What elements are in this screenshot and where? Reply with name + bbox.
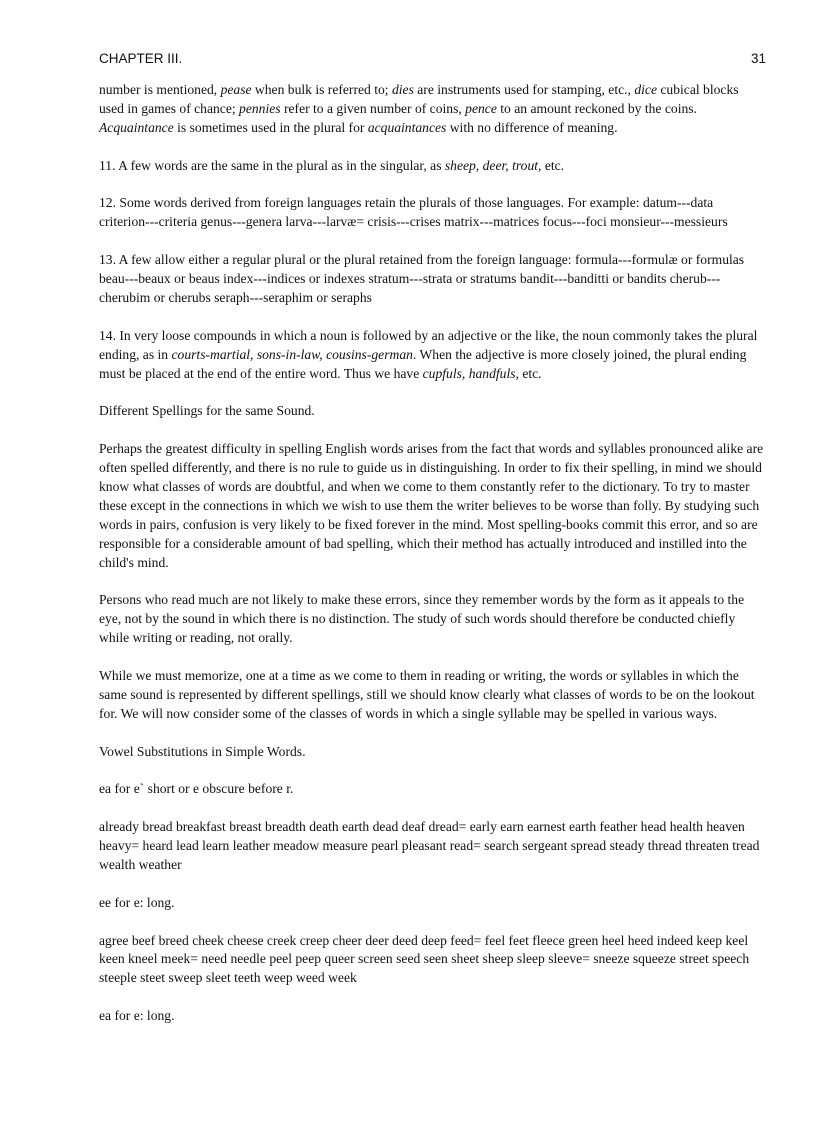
text-run: 13. A few allow either a regular plural or the plural retained from the foreign language: formula---formulæ or formulas beau---beaux or beaus index---indices or indexes stratum---strata or stratums bandit---banditti or bandits cherub---cherubim or cherubs seraph---seraphim or seraphs	[99, 252, 745, 305]
paragraph	[99, 194, 766, 232]
paragraph	[99, 591, 766, 648]
text-run: ee for e: long.	[99, 894, 175, 910]
text-run: agree beef breed cheek cheese creek creep cheer deer deed deep feed= feel feet fleece green heel heed indeed keep keel keen kneel meek= need needle peel peep queer screen seed seen sheet sheep sleep sleeve= sneeze squeeze street speech steeple steet sweep sleet teeth weep weed week	[99, 932, 750, 986]
paragraph	[99, 894, 766, 913]
text-run: 14. In very loose compounds in which a noun is followed by an adjective or the like, the noun commonly takes the plural ending, as in	[99, 327, 758, 362]
text-run: to an amount reckoned by the coins.	[496, 100, 697, 116]
page-number: 31	[750, 51, 766, 66]
paragraph	[99, 743, 766, 762]
running-header	[99, 50, 766, 68]
paragraph	[99, 157, 766, 176]
text-run: Different Spellings for the same Sound.	[99, 403, 315, 419]
text-run: are instruments used for stamping, etc.,	[413, 82, 635, 97]
text-run: . When the adjective is more closely joined, the plural ending must be placed at the end of the entire word. Thus we have	[99, 346, 747, 381]
text-run: cubical blocks used in games of chance;	[99, 82, 739, 116]
italic-text: pease	[220, 82, 252, 97]
text-run: etc.	[541, 157, 565, 173]
text-run: with no difference of meaning.	[446, 119, 618, 135]
italic-text: sheep, deer, trout,	[444, 157, 542, 173]
text-run: ea for e: long.	[99, 1008, 175, 1024]
text-run: 11. A few words are the same in the plural as in the singular, as	[99, 157, 445, 173]
body-text	[99, 81, 766, 1026]
italic-text: Acquaintance	[99, 119, 174, 135]
text-run: Vowel Substitutions in Simple Words.	[99, 743, 306, 759]
text-run: ea for e` short or e obscure before r.	[99, 781, 294, 797]
paragraph	[99, 932, 766, 989]
text-run: Persons who read much are not likely to make these errors, since they remember words by the form as it appeals to the eye, not by the sound in which there is no distinction. The study of such words should therefore be conducted chiefly while writing or reading, not orally.	[99, 592, 745, 646]
paragraph	[99, 818, 766, 875]
italic-text: pennies	[239, 100, 281, 116]
chapter-title: CHAPTER III.	[99, 51, 183, 66]
italic-text: cupfuls, handfuls,	[422, 365, 519, 381]
text-run: While we must memorize, one at a time as we come to them in reading or writing, the words or syllables in which the same sound is represented by different spellings, still we should know clearly what classes of words to be on the lookout for. We will now consider some of the classes of words in which a single syllable may be spelled in various ways.	[99, 667, 755, 721]
paragraph	[99, 251, 766, 308]
paragraph	[99, 81, 766, 138]
italic-text: dice	[634, 82, 657, 97]
text-run: 12. Some words derived from foreign languages retain the plurals of those languages. For example: datum---data criterion---criteria genus---genera larva---larvæ= crisis---crises matrix---matrices focus---foci monsieur---messieurs	[99, 195, 728, 230]
text-run: when bulk is referred to;	[251, 82, 392, 97]
text-run: refer to a given number of coins,	[280, 100, 466, 116]
italic-text: dies	[391, 82, 414, 97]
italic-text: courts-martial, sons-in-law, cousins-german	[171, 346, 413, 362]
text-run: etc.	[518, 365, 542, 381]
paragraph	[99, 780, 766, 799]
text-run: number is mentioned,	[99, 82, 221, 97]
text-run: Perhaps the greatest difficulty in spelling English words arises from the fact that words and syllables pronounced alike are often spelled differently, and there is no rule to guide us in distinguishing. In order to fix their spelling, in mind we should know what classes of words are doubtful, and when we come to them constantly refer to the dictionary. To try to master these except in the connections in which we wish to use them the writer believes to be worse than folly. By studying such words in pairs, confusion is very likely to be fixed forever in the mind. Most spelling-books commit this error, and so are responsible for a considerable amount of bad spelling, which their method has actually introduced and instilled into the child's mind.	[99, 441, 764, 570]
paragraph	[99, 327, 766, 384]
document-page	[99, 50, 766, 1045]
italic-text: pence	[465, 100, 497, 116]
paragraph	[99, 667, 766, 724]
text-run: is sometimes used in the plural for	[173, 119, 368, 135]
paragraph	[99, 440, 766, 572]
paragraph	[99, 402, 766, 421]
text-run: already bread breakfast breast breadth death earth dead deaf dread= early earn earnest earth feather head health heaven heavy= heard lead learn leather meadow measure pearl pleasant read= search sergeant spread steady thread threaten tread wealth weather	[99, 819, 760, 872]
italic-text: acquaintances	[367, 119, 447, 135]
paragraph	[99, 1007, 766, 1026]
